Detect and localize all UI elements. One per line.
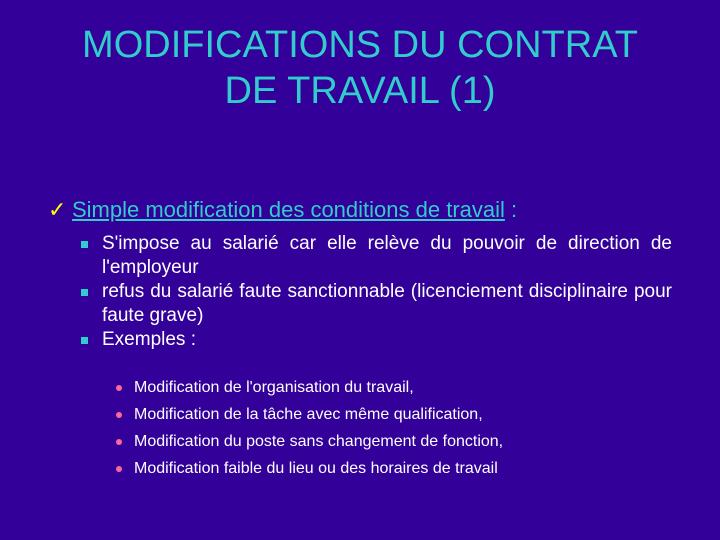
main-heading-text: Simple modification des conditions de travail xyxy=(72,197,505,222)
dot-bullet-icon xyxy=(116,412,122,418)
example-item xyxy=(112,401,672,428)
point-text: S'impose au salarié car elle relève du pouvoir de direction de l'employeur xyxy=(102,233,672,278)
point-item xyxy=(80,280,672,328)
example-text: Modification faible du lieu ou des horaires de travail xyxy=(134,460,498,477)
dot-bullet-icon xyxy=(116,439,122,445)
example-item xyxy=(112,455,672,482)
example-item xyxy=(112,374,672,401)
point-text: refus du salarié faute sanctionnable (licenciement disciplinaire pour faute grave) xyxy=(102,281,672,326)
example-text: Modification du poste sans changement de fonction, xyxy=(134,433,504,450)
dot-bullet-icon xyxy=(116,466,122,472)
check-mark-icon: ✓ xyxy=(48,197,67,222)
square-bullet-icon xyxy=(81,289,88,296)
slide-title xyxy=(0,22,720,114)
point-item xyxy=(80,232,672,280)
main-heading xyxy=(48,196,688,224)
example-text: Modification de l'organisation du travail, xyxy=(134,379,414,396)
example-text: Modification de la tâche avec même qualification, xyxy=(134,406,483,423)
square-bullet-icon xyxy=(81,241,88,248)
examples-list xyxy=(112,374,672,482)
example-item xyxy=(112,428,672,455)
title-line-1: MODIFICATIONS DU CONTRAT xyxy=(82,24,638,66)
main-heading-colon: : xyxy=(504,197,518,222)
point-item xyxy=(80,328,672,352)
dot-bullet-icon xyxy=(116,385,122,391)
point-text: Exemples : xyxy=(102,329,196,350)
title-line-2: DE TRAVAIL (1) xyxy=(224,70,496,112)
square-bullet-icon xyxy=(81,337,88,344)
points-list xyxy=(80,232,672,352)
